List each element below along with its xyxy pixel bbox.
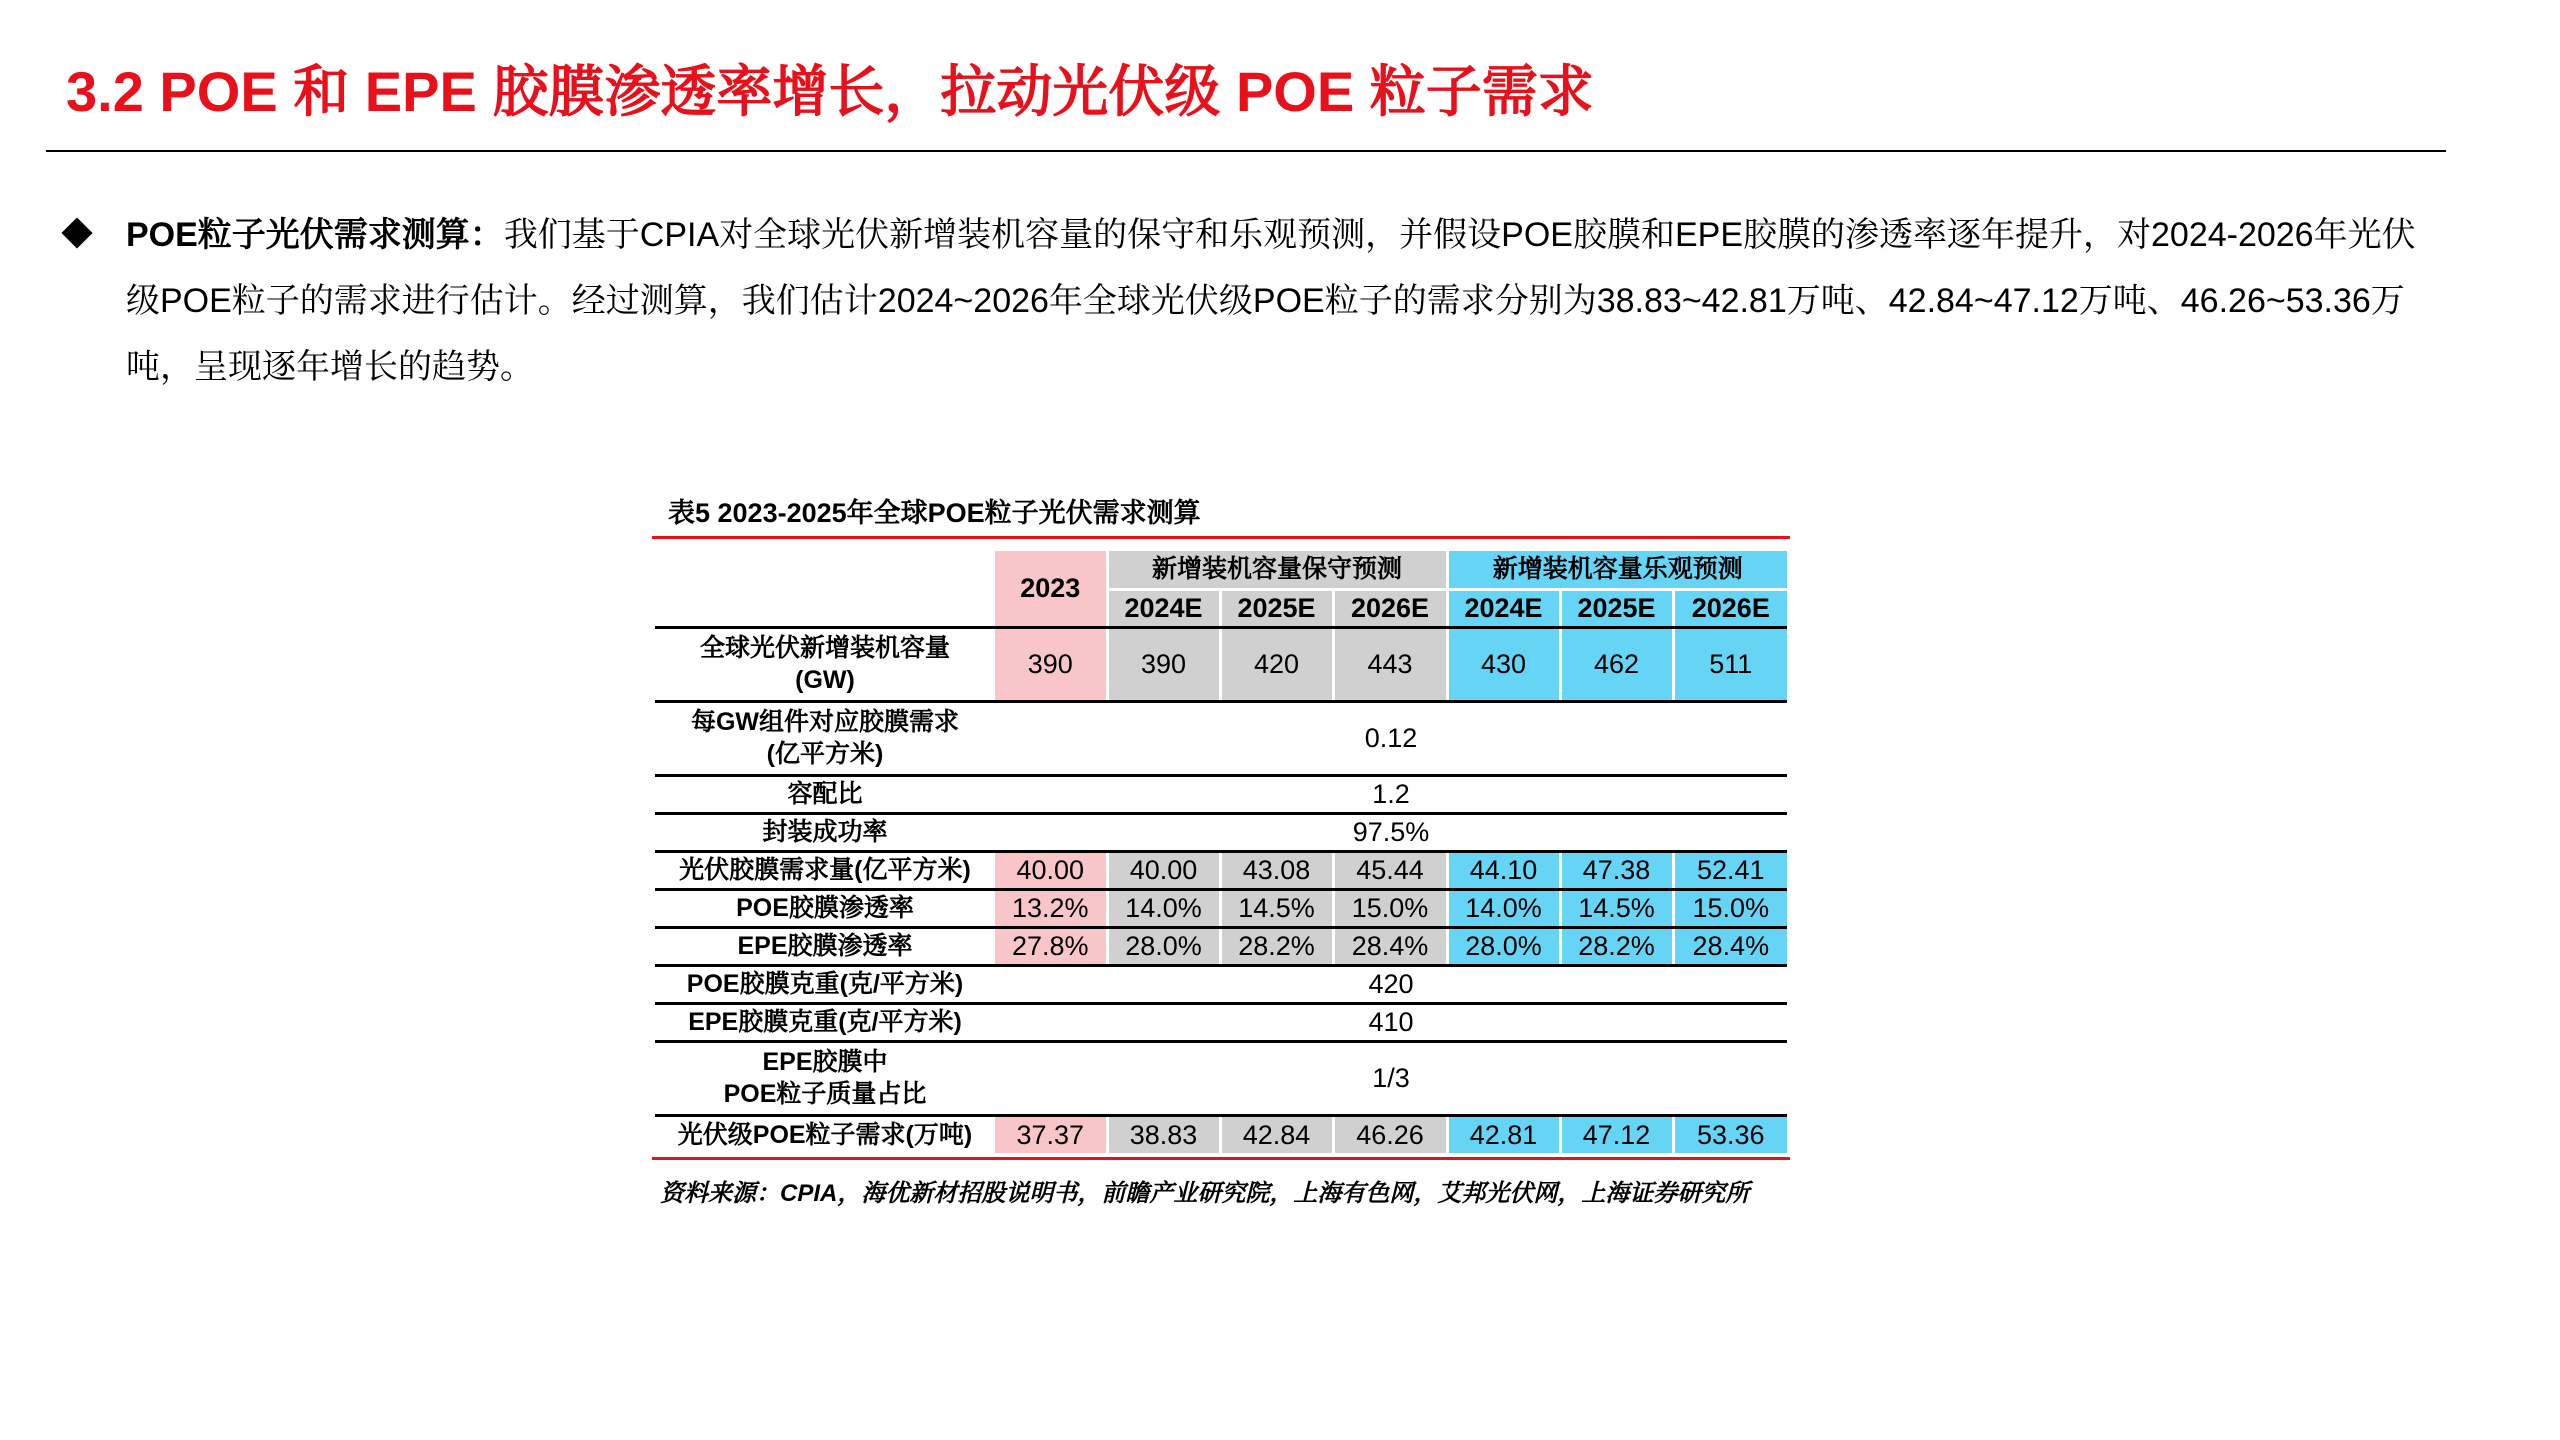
cell: 37.37 (995, 1115, 1107, 1153)
row-label: EPE胶膜中 POE粒子质量占比 (655, 1041, 995, 1115)
cell: 42.81 (1447, 1115, 1560, 1153)
cell-merged: 1.2 (995, 775, 1787, 813)
cell-merged: 410 (995, 1003, 1787, 1041)
cell: 46.26 (1333, 1115, 1447, 1153)
header-year: 2026E (1333, 589, 1447, 627)
row-ratio (655, 775, 1787, 813)
bullet-lead: POE粒子光伏需求测算： (126, 216, 504, 254)
row-label: 光伏胶膜需求量(亿平方米) (655, 851, 995, 889)
cell: 28.0% (1107, 927, 1220, 965)
cell: 14.0% (1447, 889, 1560, 927)
row-yield (655, 813, 1787, 851)
cell: 45.44 (1333, 851, 1447, 889)
row-label: EPE胶膜渗透率 (655, 927, 995, 965)
cell: 53.36 (1673, 1115, 1787, 1153)
estimate-table (655, 551, 1787, 1153)
row-poe-demand (655, 1115, 1787, 1153)
cell: 430 (1447, 627, 1560, 701)
row-poe-share (655, 1041, 1787, 1115)
diamond-bullet-icon (61, 217, 92, 248)
cell: 14.5% (1220, 889, 1333, 927)
row-film-per-gw (655, 701, 1787, 775)
header-year: 2024E (1107, 589, 1220, 627)
cell-merged: 420 (995, 965, 1787, 1003)
row-label: 每GW组件对应胶膜需求 (亿平方米) (655, 701, 995, 775)
cell: 44.10 (1447, 851, 1560, 889)
bullet-body: 我们基于CPIA对全球光伏新增装机容量的保守和乐观预测，并假设POE胶膜和EPE胶膜的渗透率逐年提升，对2024-2026年光伏级POE粒子的需求进行估计。经过测算，我们估计2024~2026年全球光伏级POE粒子的需求分别为38.83~42.81万吨、42.84~47.12万吨、46.26~53.36万吨，呈现逐年增长的趋势。 (126, 216, 2416, 386)
source-note: 资料来源：CPIA，海优新材招股说明书，前瞻产业研究院，上海有色网，艾邦光伏网，上海证券研究所 (660, 1180, 1750, 1207)
estimate-table-block (652, 490, 1790, 1210)
cell: 47.38 (1560, 851, 1673, 889)
cell: 14.0% (1107, 889, 1220, 927)
header-year: 2026E (1673, 589, 1787, 627)
row-label: POE胶膜克重(克/平方米) (655, 965, 995, 1003)
cell: 28.4% (1333, 927, 1447, 965)
cell: 47.12 (1560, 1115, 1673, 1153)
cell: 462 (1560, 627, 1673, 701)
cell: 28.2% (1220, 927, 1333, 965)
header-conservative: 新增装机容量保守预测 (1107, 551, 1447, 589)
cell: 14.5% (1560, 889, 1673, 927)
caption-rule (652, 536, 1790, 539)
cell: 42.84 (1220, 1115, 1333, 1153)
cell: 38.83 (1107, 1115, 1220, 1153)
cell: 28.0% (1447, 927, 1560, 965)
cell: 40.00 (1107, 851, 1220, 889)
bullet-text (126, 202, 2446, 400)
row-label: 容配比 (655, 775, 995, 813)
header-blank (655, 551, 995, 627)
row-poe-penetration (655, 889, 1787, 927)
header-year: 2025E (1220, 589, 1333, 627)
header-2023: 2023 (995, 551, 1107, 627)
header-year: 2024E (1447, 589, 1560, 627)
cell: 13.2% (995, 889, 1107, 927)
title-divider (46, 150, 2446, 152)
row-label: 封装成功率 (655, 813, 995, 851)
cell: 28.2% (1560, 927, 1673, 965)
row-label: EPE胶膜克重(克/平方米) (655, 1003, 995, 1041)
row-capacity (655, 627, 1787, 701)
row-epe-penetration (655, 927, 1787, 965)
row-label: POE胶膜渗透率 (655, 889, 995, 927)
cell: 443 (1333, 627, 1447, 701)
table-caption: 表5 2023-2025年全球POE粒子光伏需求测算 (668, 498, 1201, 528)
table-bottom-rule (652, 1157, 1790, 1160)
header-row-1 (655, 551, 1787, 589)
cell: 52.41 (1673, 851, 1787, 889)
row-poe-weight (655, 965, 1787, 1003)
cell-merged: 0.12 (995, 701, 1787, 775)
cell-merged: 97.5% (995, 813, 1787, 851)
slide-title: 3.2 POE 和 EPE 胶膜渗透率增长，拉动光伏级 POE 粒子需求 (66, 60, 1594, 123)
cell-merged: 1/3 (995, 1041, 1787, 1115)
cell: 390 (1107, 627, 1220, 701)
cell: 28.4% (1673, 927, 1787, 965)
header-year: 2025E (1560, 589, 1673, 627)
cell: 15.0% (1333, 889, 1447, 927)
row-epe-weight (655, 1003, 1787, 1041)
bullet-paragraph (66, 202, 2446, 400)
row-label: 全球光伏新增装机容量 (GW) (655, 627, 995, 701)
row-film-demand (655, 851, 1787, 889)
cell: 27.8% (995, 927, 1107, 965)
cell: 15.0% (1673, 889, 1787, 927)
cell: 420 (1220, 627, 1333, 701)
cell: 43.08 (1220, 851, 1333, 889)
cell: 40.00 (995, 851, 1107, 889)
header-optimistic: 新增装机容量乐观预测 (1447, 551, 1787, 589)
row-label: 光伏级POE粒子需求(万吨) (677, 1120, 973, 1149)
cell: 511 (1673, 627, 1787, 701)
cell: 390 (995, 627, 1107, 701)
